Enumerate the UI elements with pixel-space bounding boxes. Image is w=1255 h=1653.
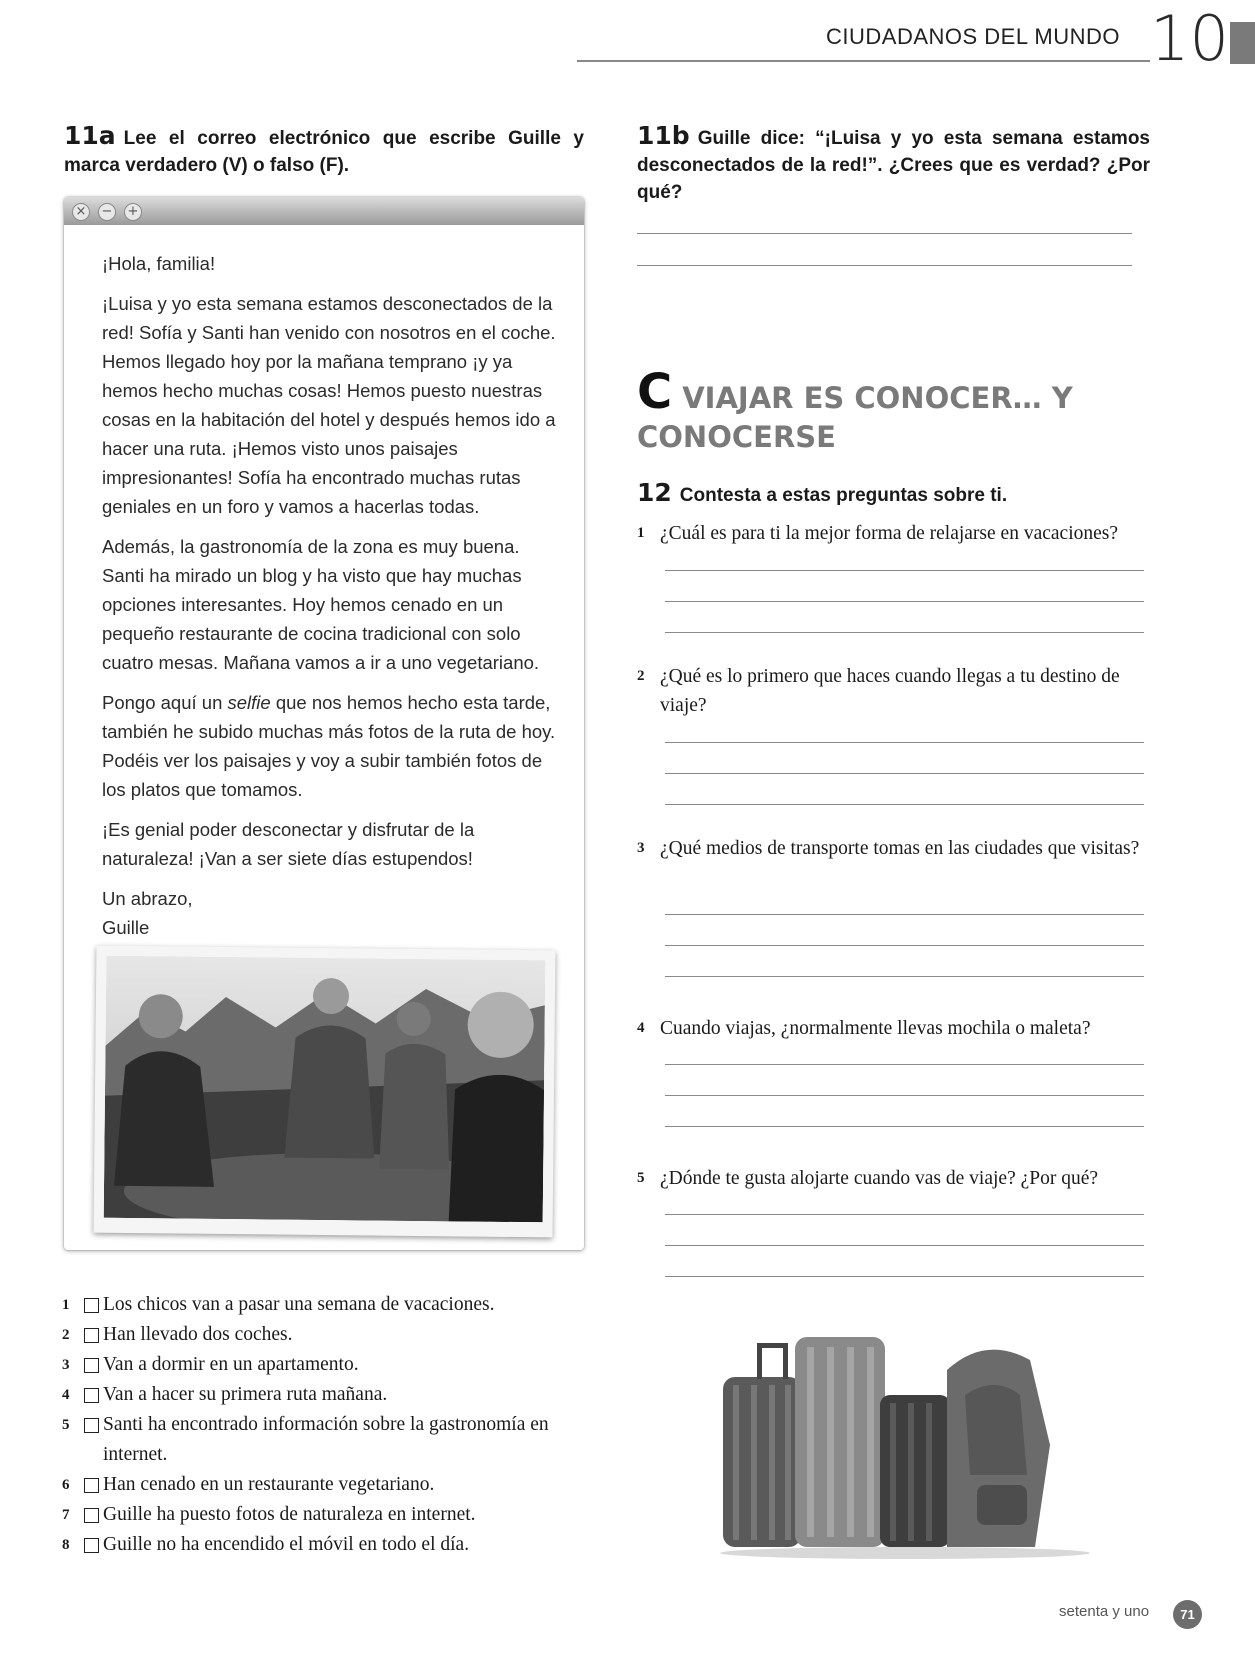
statement-text: Van a dormir en un apartamento. xyxy=(103,1354,359,1375)
true-false-list xyxy=(62,1290,602,1560)
selfie-photo xyxy=(94,946,556,1238)
question-item xyxy=(637,1014,1149,1043)
statement-text: Han llevado dos coches. xyxy=(103,1324,293,1345)
statement-text: Guille ha puesto fotos de naturaleza en internet. xyxy=(103,1504,476,1525)
answer-line[interactable] xyxy=(665,1276,1144,1277)
question-item xyxy=(637,1164,1149,1193)
maximize-icon: + xyxy=(124,203,142,221)
question-text: ¿Dónde te gusta alojarte cuando vas de viaje? ¿Por qué? xyxy=(660,1168,1099,1189)
unit-number: 10 xyxy=(1150,2,1229,75)
section-letter: C xyxy=(637,364,673,420)
question-item xyxy=(637,519,1149,548)
answer-line[interactable] xyxy=(665,945,1144,946)
email-paragraph: Además, la gastronomía de la zona es muy buena. Santi ha mirado un blog y ha visto que hay muchas opciones interesantes. Hoy hemos cenado en un pequeño restaurante de cocina tradicional con solo cuatro mesas. Mañana vamos a ir a uno vegetariano. xyxy=(102,536,540,673)
question-text: ¿Qué es lo primero que haces cuando llegas a tu destino de viaje? xyxy=(660,666,1120,716)
item-number: 7 xyxy=(62,1507,70,1523)
item-number: 2 xyxy=(62,1327,70,1343)
statement-text: Van a hacer su primera ruta mañana. xyxy=(103,1384,388,1405)
photo-illustration xyxy=(104,956,546,1223)
list-item xyxy=(62,1470,602,1500)
exercise-number: 12 xyxy=(637,478,672,507)
answer-checkbox[interactable] xyxy=(84,1358,99,1373)
question-text: ¿Qué medios de transporte tomas en las ciudades que visitas? xyxy=(660,838,1140,859)
email-paragraph: ¡Es genial poder desconectar y disfrutar de la naturaleza! ¡Van a ser siete días estupendos! xyxy=(102,819,475,869)
answer-line[interactable] xyxy=(665,742,1144,743)
answer-line[interactable] xyxy=(665,914,1144,915)
page-number-words: setenta y uno xyxy=(1059,1603,1150,1620)
answer-line[interactable] xyxy=(665,570,1144,571)
list-item xyxy=(62,1410,602,1470)
list-item xyxy=(62,1350,602,1380)
email-signature: Guille xyxy=(102,917,150,938)
question-number: 2 xyxy=(637,668,645,684)
exercise-instruction: Guille dice: “¡Luisa y yo esta semana estamos desconectados de la red!”. ¿Crees que es verdad? ¿Por qué? xyxy=(637,128,1150,203)
section-c-heading xyxy=(637,364,1117,459)
answer-checkbox[interactable] xyxy=(84,1418,99,1433)
answer-checkbox[interactable] xyxy=(84,1298,99,1313)
question-number: 1 xyxy=(637,525,645,541)
answer-checkbox[interactable] xyxy=(84,1328,99,1343)
statement-text: Han cenado en un restaurante vegetariano. xyxy=(103,1474,435,1495)
answer-line[interactable] xyxy=(665,976,1144,977)
answer-line[interactable] xyxy=(665,1126,1144,1127)
close-icon: × xyxy=(72,203,90,221)
section-title: VIAJAR ES CONOCER… Y CONOCERSE xyxy=(637,381,1073,454)
email-paragraph: ¡Luisa y yo esta semana estamos desconectados de la red! Sofía y Santi han venido con nosotros en el coche. Hemos llegado hoy por la mañana temprano ¡y ya hemos hecho muchas cosas! Hemos puesto nuestras cosas en la habitación del hotel y después hemos ido a hacer una ruta. ¡Hemos visto unos paisajes impresionantes! Sofía ha encontrado muchas rutas geniales en un foro y vamos a hacerlas todas. xyxy=(102,293,556,517)
answer-line[interactable] xyxy=(637,265,1132,266)
header-rule xyxy=(577,60,1150,62)
answer-line[interactable] xyxy=(665,601,1144,602)
luggage-image xyxy=(715,1325,1095,1560)
question-text: Cuando viajas, ¿normalmente llevas mochila o maleta? xyxy=(660,1018,1091,1039)
chapter-tab xyxy=(1230,22,1255,64)
page-number-badge: 71 xyxy=(1173,1600,1202,1629)
list-item xyxy=(62,1380,602,1410)
statement-text: Guille no ha encendido el móvil en todo el día. xyxy=(103,1534,470,1555)
email-text: Pongo aquí un xyxy=(102,692,228,713)
email-paragraph xyxy=(102,688,557,804)
minimize-icon: − xyxy=(98,203,116,221)
question-item xyxy=(637,662,1149,720)
answer-checkbox[interactable] xyxy=(84,1538,99,1553)
exercise-instruction: Lee el correo electrónico que escribe Guille y marca verdadero (V) o falso (F). xyxy=(64,128,584,176)
suitcases-and-backpack-icon xyxy=(715,1325,1095,1560)
item-number: 1 xyxy=(62,1297,70,1313)
email-body xyxy=(102,249,557,942)
exercise-11b-heading xyxy=(637,122,1150,206)
statement-text: Los chicos van a pasar una semana de vacaciones. xyxy=(103,1294,495,1315)
answer-line[interactable] xyxy=(665,804,1144,805)
answer-line[interactable] xyxy=(665,1064,1144,1065)
question-number: 3 xyxy=(637,840,645,856)
question-number: 4 xyxy=(637,1020,645,1036)
question-number: 5 xyxy=(637,1170,645,1186)
email-text: que nos hemos hecho esta tarde, también he subido muchas más fotos de la ruta de hoy. Podéis ver los paisajes y voy a subir también fotos de los platos que tomamos. xyxy=(102,692,556,800)
answer-line[interactable] xyxy=(637,233,1132,234)
exercise-number: 11a xyxy=(64,121,116,150)
chapter-title: CIUDADANOS DEL MUNDO xyxy=(826,24,1120,49)
answer-checkbox[interactable] xyxy=(84,1388,99,1403)
exercise-11a-heading xyxy=(64,122,584,179)
answer-checkbox[interactable] xyxy=(84,1508,99,1523)
question-text: ¿Cuál es para ti la mejor forma de relajarse en vacaciones? xyxy=(660,523,1119,544)
exercise-instruction: Contesta a estas preguntas sobre ti. xyxy=(679,485,1008,506)
answer-line[interactable] xyxy=(665,1214,1144,1215)
selfie-image xyxy=(104,956,546,1223)
item-number: 3 xyxy=(62,1357,70,1373)
answer-line[interactable] xyxy=(665,1245,1144,1246)
exercise-number: 11b xyxy=(637,121,690,150)
item-number: 8 xyxy=(62,1537,70,1553)
email-greeting: ¡Hola, familia! xyxy=(102,253,216,274)
statement-text: Santi ha encontrado información sobre la gastronomía en internet. xyxy=(103,1414,549,1465)
answer-line[interactable] xyxy=(665,1095,1144,1096)
email-italic-word: selfie xyxy=(227,692,271,713)
item-number: 4 xyxy=(62,1387,70,1403)
answer-line[interactable] xyxy=(665,773,1144,774)
question-item xyxy=(637,834,1149,863)
answer-line[interactable] xyxy=(665,632,1144,633)
answer-checkbox[interactable] xyxy=(84,1478,99,1493)
list-item xyxy=(62,1320,602,1350)
list-item xyxy=(62,1290,602,1320)
item-number: 6 xyxy=(62,1477,70,1493)
window-title-bar xyxy=(64,197,584,225)
exercise-12-heading xyxy=(637,479,1150,509)
list-item xyxy=(62,1530,602,1560)
item-number: 5 xyxy=(62,1417,70,1433)
email-closing: Un abrazo, xyxy=(102,888,193,909)
list-item xyxy=(62,1500,602,1530)
